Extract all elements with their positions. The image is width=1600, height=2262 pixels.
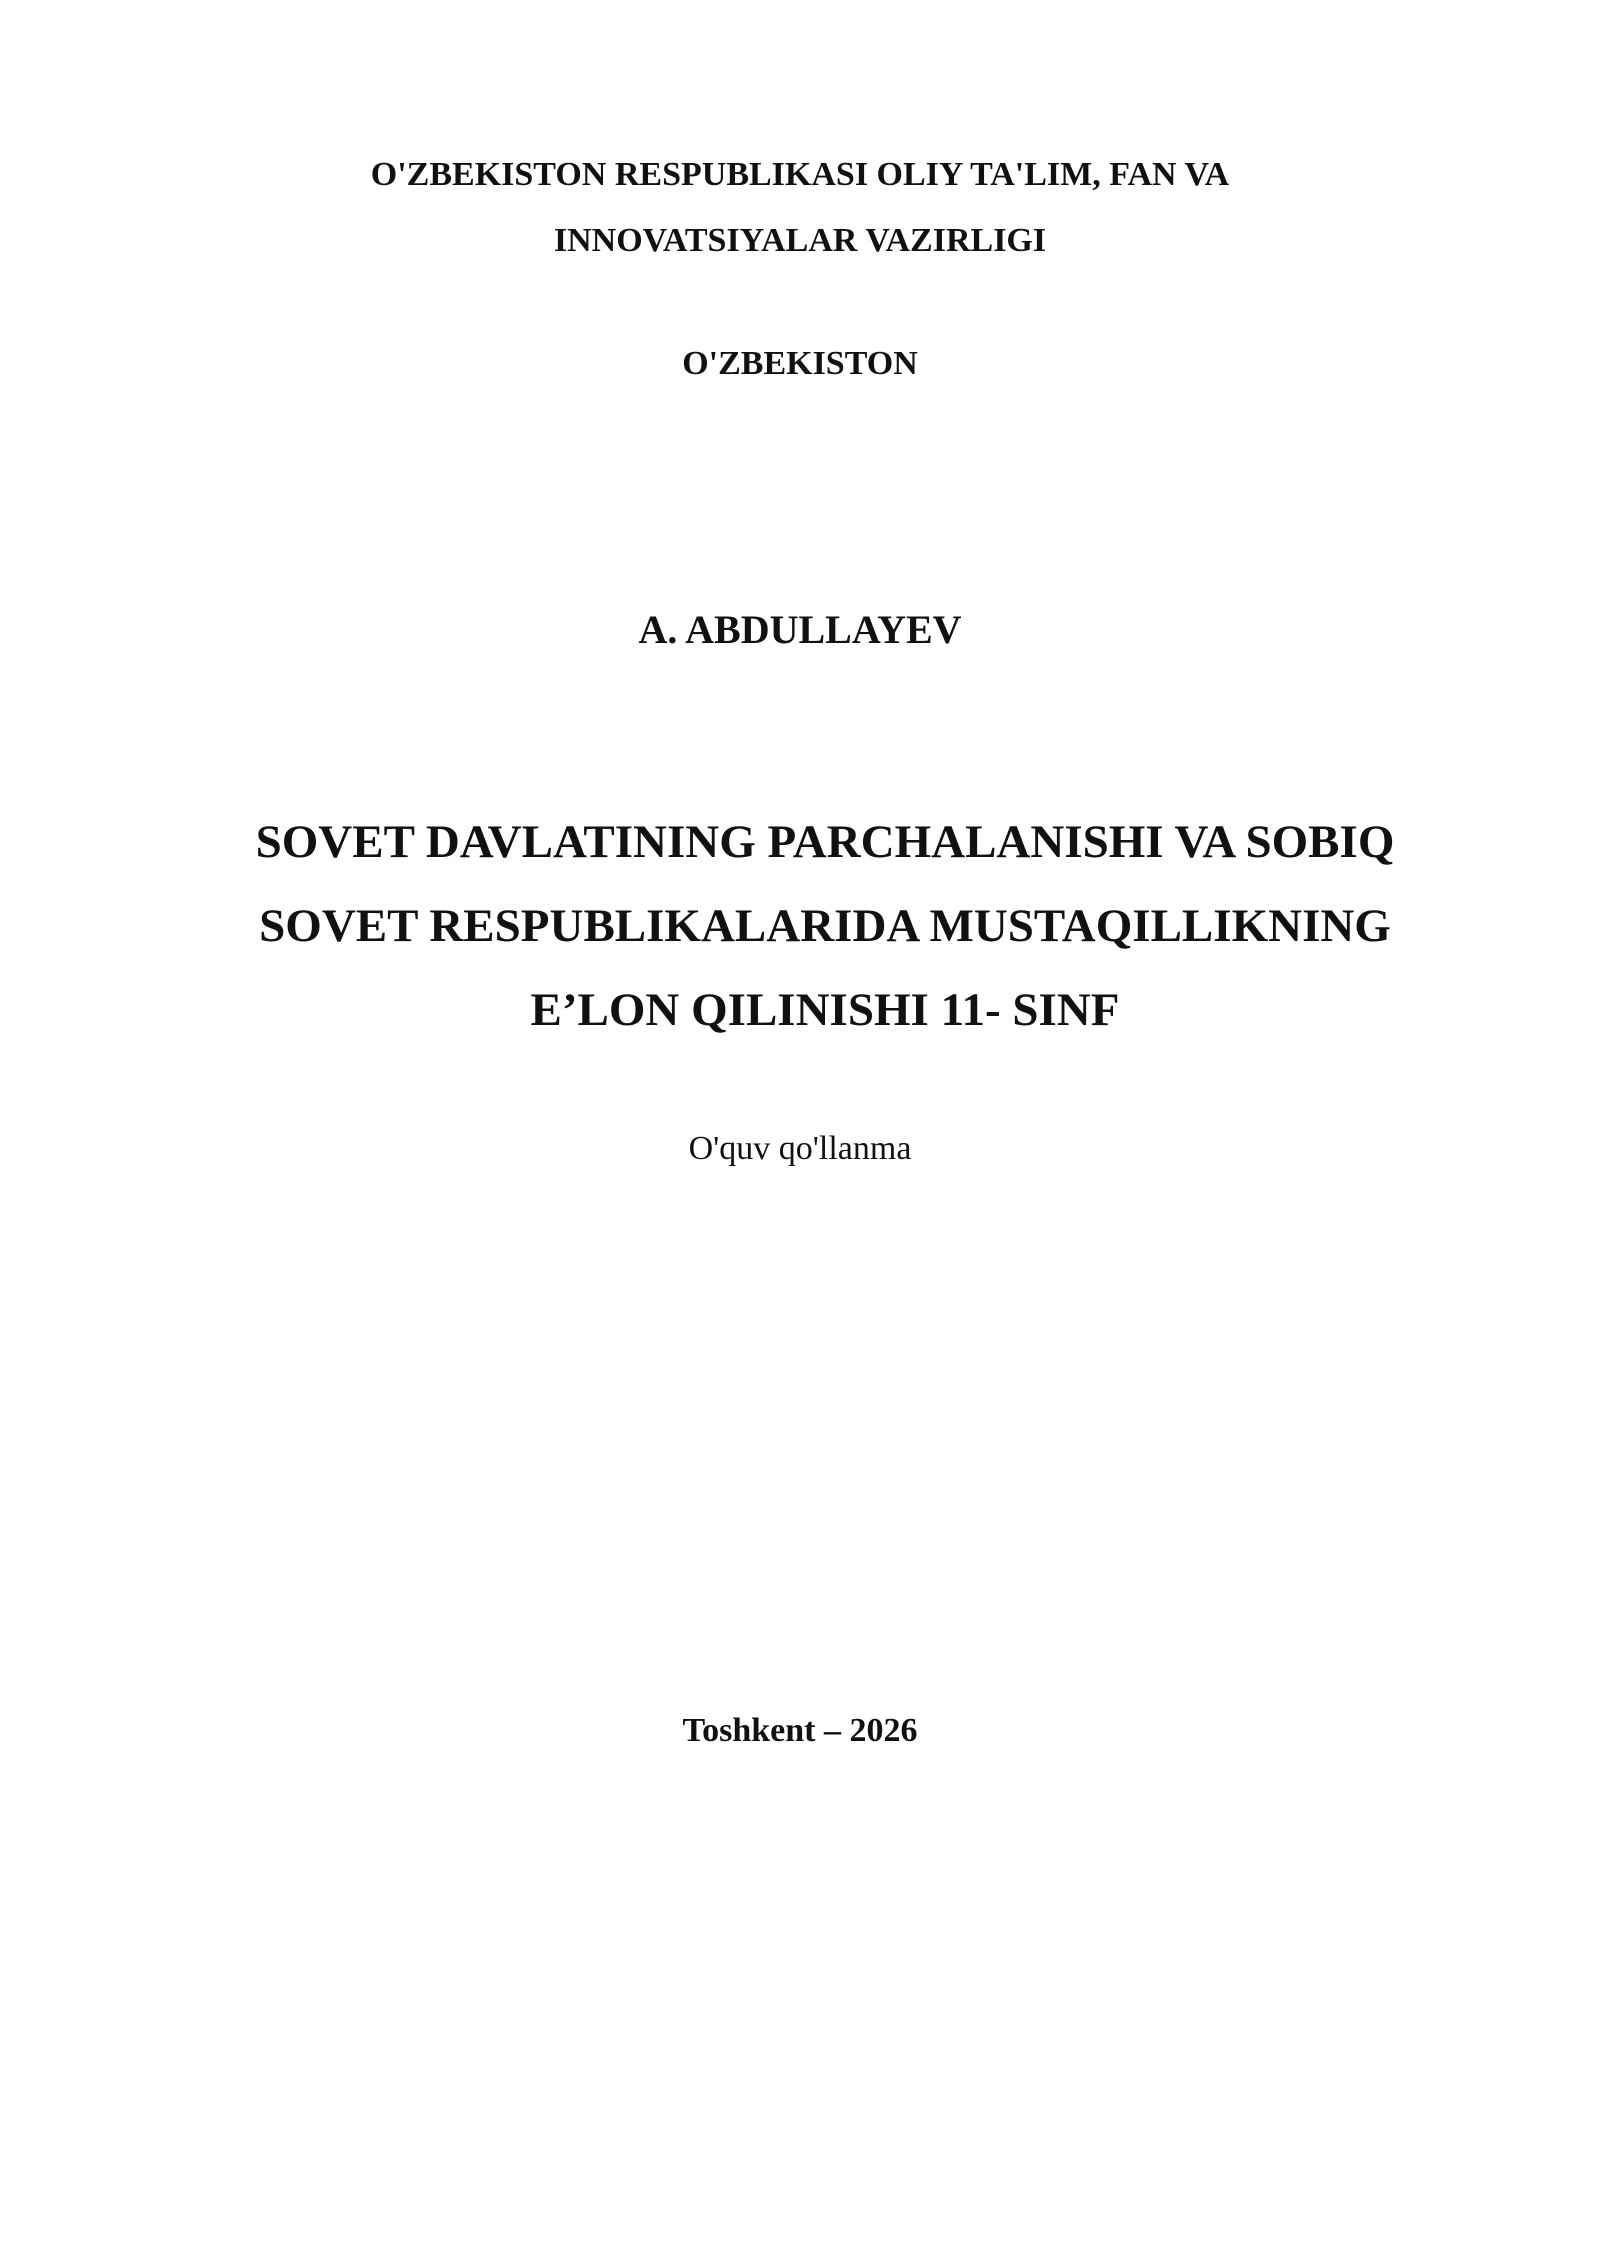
- author-name: A. ABDULLAYEV: [638, 607, 962, 652]
- ministry-line-2: INNOVATSIYALAR VAZIRLIGI: [553, 222, 1047, 259]
- document-subtitle: O'quv qo'llanma: [688, 1130, 912, 1167]
- ministry-line-1: O'ZBEKISTON RESPUBLIKASI OLIY TA'LIM, FAN VA: [370, 156, 1230, 193]
- place-and-year: Toshkent – 2026: [682, 1712, 918, 1749]
- document-title: [25, 800, 1600, 1052]
- title-line-3: E’LON QILINISHI 11- SINF: [530, 984, 1120, 1036]
- title-line-1: SOVET DAVLATINING PARCHALANISHI VA SOBIQ: [255, 816, 1395, 868]
- ministry-heading: [0, 142, 1600, 274]
- country-heading: O'ZBEKISTON: [682, 345, 918, 382]
- title-line-2: SOVET RESPUBLIKALARIDA MUSTAQILLIKNING: [259, 900, 1391, 952]
